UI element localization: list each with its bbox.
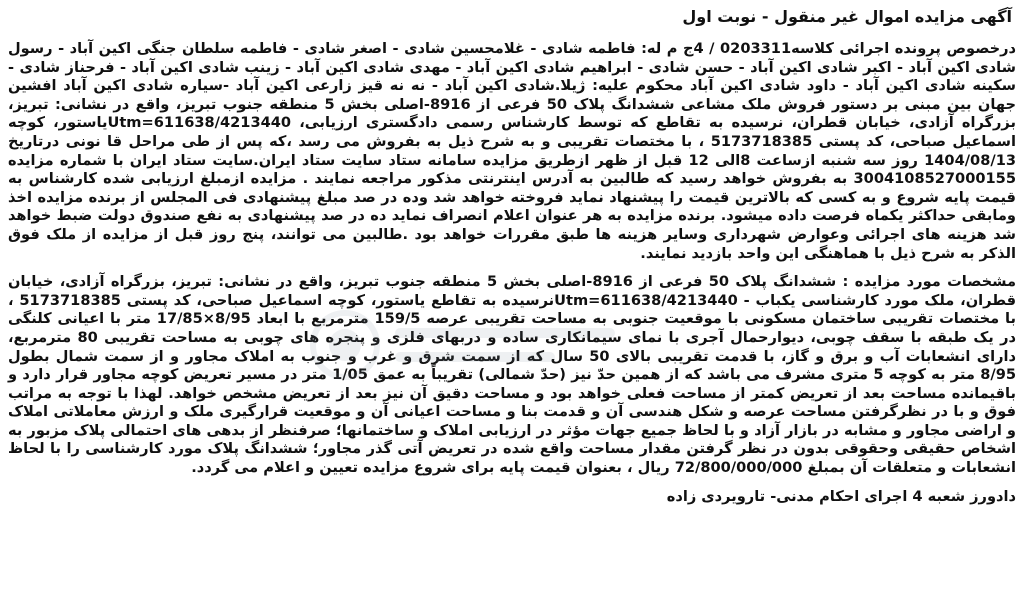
notice-signature: دادورز شعبه 4 اجرای احکام مدنی- تارویردی زاده [666, 487, 1016, 505]
notice-title: آگهی مزایده اموال غیر منقول - نوبت اول [682, 7, 1012, 26]
notice-paragraph-case: درخصوص پرونده اجرائی کلاسه0203311 / 4ج م له: فاطمه شادی - غلامحسین شادی - اصغر شادی - فاطمه سلطان جنگی اکین آباد - رسول شادی اکین آباد - اکبر شادی اکین آباد - حسن شادی - ابراهیم شادی اکین آباد - مهدی شادی اکین آباد - زینب شادی اکین آباد - فرحناز شادی - سکینه شادی اکین آباد - داود شادی اکین آباد محکوم علیه: ژیلا.شادی اکین آباد - نه نه قیز زارعی اکین آباد -سیاره شادی اکین آباد افشین جهان بین مبنی بر دستور فروش ملک مشاعی ششدانگ پلاک 50 فرعی از 8916-اصلی بخش 5 منطقه جنوب تبریز، واقع در نشانی: تبریز، بزرگراه آزادی، خیابان قطران، نرسیده به تقاطع که توسط کارشناس رسمی دادگستری ارزیابی، Utm=611638/4213440یاستور، کوچه اسماعیل صباحی، کد پستی 5173718385 ، با مختصات تقریبی و به شرح ذیل به بفروش می رسد ،که پس از طی مراحل قا نونی درتاریخ 1404/08/13 روز سه شنبه ازساعت 8الی 12 قبل از ظهر ازطریق مزایده سامانه ستاد سایت ستاد ایران.سایت ستاد ایران با شماره مزایده 3004108527000155 به بفروش خواهد رسید که طالبین به آدرس اینترنتی مذکور مراجعه نمایند . مزایده ازمبلغ ارزیابی شده کارشناس به قیمت پایه شروع و به کسی که بالاترین قیمت را پیشنهاد نماید فروخته خواهد شد وده در صد مبلغ پیشنهادی فی المجلس از برنده مزایده اخذ ومابقی حداکثر یکماه فرصت داده میشود. برنده مزایده به هر عنوان اعلام انصراف نماید ده در صد پیشنهادی به نفع صندوق دولت ضبط خواهد شد هزینه های اجرائی وعوارض شهرداری وسایر هزینه ها طبق مقررات خواهد بود .طالبین می توانند، پنج روز قبل از مزایده از ملک فوق الذکر به شرح ذیل با هماهنگی این واحد بازدید نمایند. [8, 40, 1017, 262]
notice-paragraph-property-details: مشخصات مورد مزایده : ششدانگ پلاک 50 فرعی از 8916-اصلی بخش 5 منطقه جنوب تبریز، واقع در نشانی: تبریز، بزرگراه آزادی، خیابان قطران، ملک مورد کارشناسی یکباب - Utm=611638/4213440نرسیده به تقاطع یاستور، کوچه اسماعیل صباحی، کد پستی 5173718385 ، با مختصات تقریبی ساختمان مسکونی با موقعیت جنوبی به مساحت تقریبی عرصه 159/5 مترمربع با ابعاد 8/95×17/85 متر با اعیانی کلنگی در یک طبقه با سقف چوبی، دیوارحمال آجری با نمای سیمانکاری ساده و دربهای فلزی و پنجره های چوبی به مساحت تقریبی 80 مترمربع، دارای انشعابات آب و برق و گاز، با قدمت تقریبی بالای 50 سال که از سمت شرق و غرب و جنوب به املاک مجاور و از سمت شمال بطول 8/95 متر به کوچه 5 متری مشرف می باشد که از همین حدّ نیز (حدّ شمالی) تقریباً به عمق 1/05 متر در مسیر تعریض کوچه مجاور قرار دارد و باقیمانده مساحت بعد از تعریض کمتر از مساحت فعلی خواهد بود و مساحت دقیق آن نیز بعد از تعریض مشخص خواهد. لهذا با توجه به مراتب فوق و با در نظرگرفتن مساحت عرصه و شکل هندسی آن و قدمت بنا و مساحت اعیانی آن و موقعیت قرارگیری ملک و ارزش معاملاتی املاک و اراضی مجاور و مشابه در بازار آزاد و با لحاظ جمیع جهات مؤثر در ارزیابی املاک و ساختمانها؛ صرفنظر از بدهی های احتمالی پلاک مزبور به اشخاص حقیقی وحقوقی بدون در نظر گرفتن مقدار مساحت واقع شده در تعریض آتی گذر مجاور؛ ششدانگ پلاک مورد کارشناسی را با لحاظ انشعابات و متعلقات آن بمبلغ 72/800/000/000 ریال ، بعنوان قیمت پایه برای شروع مزایده تعیین و اعلام می گردد. [8, 273, 1017, 477]
